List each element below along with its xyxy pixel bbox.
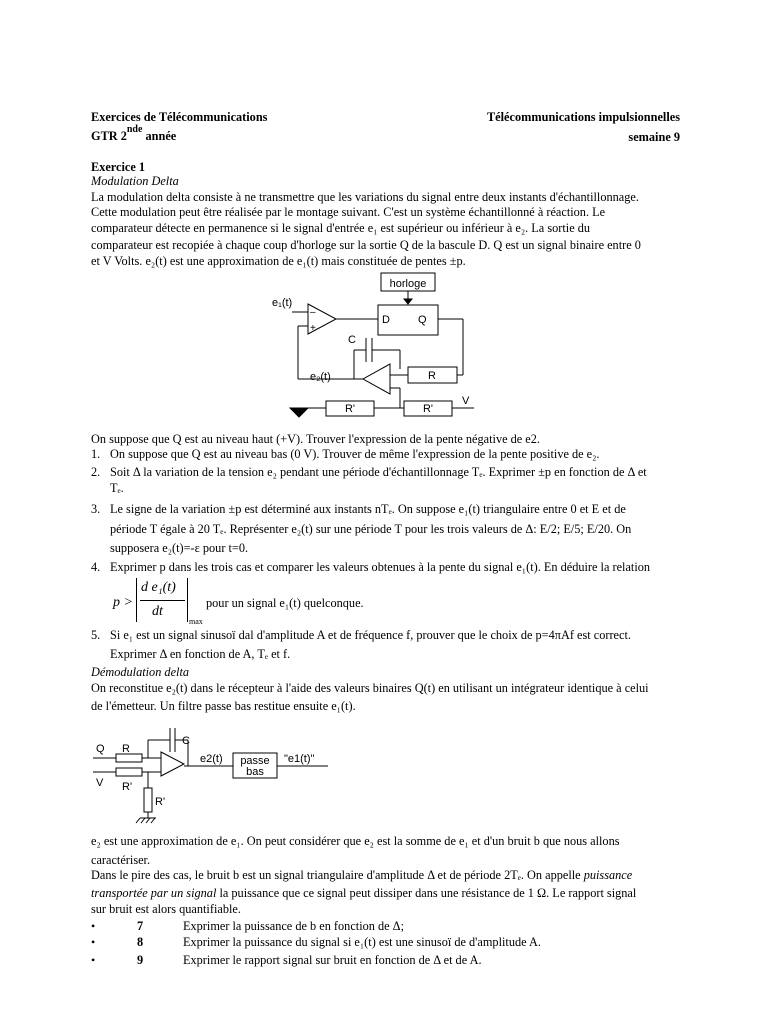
bullet-mark: • (91, 935, 96, 949)
question-text: Exprimer p dans les trois cas et comparer les valeurs obtenues à la pente du signal e₁(t). En déduire la relation (110, 560, 651, 574)
exercise-title: Exercice 1 (91, 160, 146, 174)
bullet-mark: • (91, 953, 96, 967)
header-right-title: Télécommunications impulsionnelles (486, 110, 680, 124)
label-r-prime-4: R' (155, 796, 166, 808)
paragraph-line: Dans le pire des cas, le bruit b est un signal triangulaire d'amplitude Δ et de période 2Tₑ. On appelle puissance (91, 868, 633, 882)
header-right-week: semaine 9 (628, 130, 680, 144)
label-v: V (462, 395, 470, 407)
paragraph-line: e₂ est une approximation de e₁. On peut considérer que e₂ est la somme de e₁ et d'un bruit b que nous allons (91, 834, 620, 848)
paragraph-line: de l'émetteur. Un filtre passe bas restitue ensuite e₁(t). (91, 699, 356, 713)
bullet-mark: • (91, 919, 96, 933)
question-text: supposera e₂(t)=-ε pour t=0. (110, 541, 249, 555)
label-output: "e1(t)" (284, 753, 315, 765)
paragraph-line: Cette modulation peut être réalisée par le montage suivant. C'est un système échantillonné à réaction. Le (91, 205, 606, 219)
formula-lhs: p > (113, 595, 133, 610)
formula-numerator: d e₁(t) (141, 580, 176, 595)
header-left-class: GTR 2nde année (91, 123, 177, 143)
question-number: 4. (91, 560, 101, 574)
resistor-r-prime-4 (144, 788, 152, 812)
label-e2-out: e2(t) (200, 753, 223, 765)
section-subtitle-demodulation: Démodulation delta (91, 665, 190, 679)
question-number: 5. (91, 628, 101, 642)
paragraph-line: comparateur détecte en permanence si le signal d'entrée e₁ est supérieur ou inférieur à e₂. La sortie du (91, 221, 591, 235)
label-e1: e₁(t) (272, 297, 293, 309)
question-text: période T égale à 20 Tₑ. Représenter e₂(t) sur une période T pour les trois valeurs de Δ: E/2; E/5; E/20. On (110, 522, 632, 536)
paragraph-line: caractériser. (91, 853, 151, 867)
paragraph-line: La modulation delta consiste à ne transmettre que les variations du signal entre deux instants d'échantillonnage. (91, 190, 639, 204)
label-d: D (382, 314, 390, 326)
delta-demodulator-circuit (88, 718, 338, 828)
resistor-r-2 (116, 754, 142, 762)
bullet-number: 8 (137, 935, 144, 949)
paragraph-line: On reconstitue e₂(t) dans le récepteur à l'aide des valeurs binaires Q(t) en utilisant un intégrateur identique à celui (91, 681, 649, 695)
label-filter-line1: passe (240, 755, 270, 767)
label-r: R (428, 370, 436, 382)
label-c-2: C (182, 735, 190, 747)
label-r-prime-2: R' (422, 403, 434, 415)
question-text: Soit Δ la variation de la tension e₂ pendant une période d'échantillonnage Tₑ. Exprimer ±p en fonction de Δ et (110, 465, 647, 479)
question-text: Exprimer Δ en fonction de A, Tₑ et f. (110, 647, 291, 661)
label-v-2: V (96, 777, 104, 789)
question-text: Le signe de la variation ±p est déterminé aux instants nTₑ. On suppose e₁(t) triangulaire entre 0 et E et de (110, 502, 626, 516)
label-q-2: Q (96, 743, 105, 755)
bullet-number: 7 (137, 919, 144, 933)
question-text: On suppose que Q est au niveau bas (0 V). Trouver de même l'expression de la pente positive de e₂. (110, 447, 600, 461)
bullet-text: Exprimer la puissance du signal si e₁(t) est une sinusoï de d'amplitude A. (183, 935, 541, 949)
integrator-opamp-2 (161, 752, 184, 776)
paragraph-line: et V Volts. e₂(t) est une approximation de e₁(t) mais constituée de pentes ±p. (91, 254, 466, 268)
formula-caption: pour un signal e₁(t) quelconque. (206, 596, 364, 610)
ground-symbol (290, 408, 308, 417)
label-horloge: horloge (389, 278, 427, 290)
resistor-r-prime-3 (116, 768, 142, 776)
bullet-text: Exprimer le rapport signal sur bruit en fonction de Δ et de A. (183, 953, 482, 967)
label-filter-line2: bas (246, 766, 264, 778)
formula-denominator: dt (152, 604, 163, 619)
fraction-bar (140, 600, 185, 601)
question-intro: On suppose que Q est au niveau haut (+V). Trouver l'expression de la pente négative de e2. (91, 432, 540, 446)
question-number: 2. (91, 465, 101, 479)
question-number: 3. (91, 502, 101, 516)
label-r-prime-1: R' (344, 403, 356, 415)
formula-sub: max (189, 617, 203, 626)
label-minus: – (310, 307, 316, 318)
delta-modulator-circuit (260, 270, 490, 430)
label-q: Q (418, 314, 427, 326)
integrator-opamp (363, 364, 390, 394)
label-plus: + (310, 323, 316, 334)
question-text: Si e₁ est un signal sinusoï dal d'amplitude A et de fréquence f, prouver que le choix de p=4πAf est correct. (110, 628, 631, 642)
section-subtitle-modulation: Modulation Delta (91, 174, 179, 188)
abs-bar-right (187, 578, 190, 622)
bullet-text: Exprimer la puissance de b en fonction de Δ; (183, 919, 404, 933)
label-c: C (348, 334, 356, 346)
paragraph-line: comparateur est recopiée à chaque coup d'horloge sur la sortie Q de la bascule D. Q est un signal binaire entre 0 (91, 238, 641, 252)
bullet-number: 9 (137, 953, 144, 967)
label-e2: e₂(t) (310, 371, 331, 383)
paragraph-line: transportée par un signal la puissance que ce signal peut dissiper dans une résistance de 1 Ω. Le rapport signal (91, 886, 637, 900)
label-r-2: R (122, 743, 130, 755)
question-number: 1. (91, 447, 101, 461)
label-r-prime-3: R' (122, 781, 133, 793)
header-left-title: Exercices de Télécommunications (91, 110, 268, 124)
question-text: Tₑ. (110, 481, 124, 495)
abs-bar-left (136, 578, 139, 622)
paragraph-line: sur bruit est alors quantifiable. (91, 902, 241, 916)
